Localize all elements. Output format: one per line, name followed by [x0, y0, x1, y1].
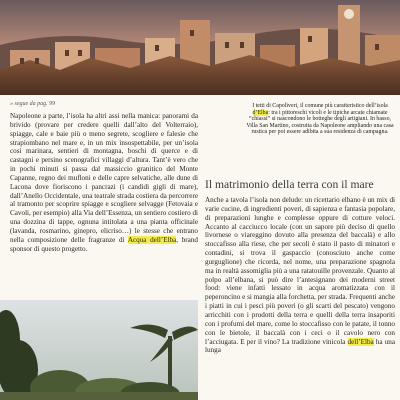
left-column-text	[10, 112, 198, 254]
right-text-end: ha una lunga	[205, 337, 396, 355]
caption-part-b: : tra i pittoreschi vicoli e le tipiche arcate chiamate “chiassi” si nascondono le botteghe degli artigiani. In basso, Villa San Martino, costruita da Napoleone ampliando una casa rustica per poi essere adibita a sua residenza di campagna.	[246, 109, 394, 136]
right-paragraph	[205, 196, 395, 355]
top-photo	[0, 0, 400, 95]
left-paragraph	[10, 112, 198, 254]
caption-part-a: I tetti di Capoliveri, il comune più caratteristico dell’isola	[252, 103, 388, 109]
right-text-body: Anche a tavola l’isola non delude: un ricettario elbano è un mix di varie cucine, di ingredienti poveri, di sapienza e fantasia popolare, di preparazioni lunghe e complesse oppure di cotture veloci. Accanto al cacciucco locale (con un sapore più deciso di quello livornese o viareggino dovuto alla presenza del baccalà) e allo stoccafisso alla riese, che per secoli è stato il pasto di minatori e contadini, si trova il gaspaccio (conosciuto anche come gurguglione) che ricorda, nel nome, una preparazione spagnola ma in realtà assomiglia più a una ratatouille provenzale. Quanto al polpo all’elbana, si può dire l’antesignano dei moderni street food: viene infatti lessato in acqua aromatizzata con il peperoncino e si mangia alla forchetta, per strada. Frequenti anche i piatti in cui i pesci più poveri (o gli scarti del pescato) vengono arricchiti con i prodotti della terra e quelli della terra insaporiti con i profumi del mare, come lo stoccafisso con le patate, il tonno con le bietole, il baccalà con i ceci o il cavolo nero con l’acciugata. E per il vino? La tradizione vinicola	[205, 196, 395, 346]
hilltop-town-photo	[0, 0, 400, 95]
left-text-end: , brand sponsor di questo progetto.	[10, 235, 198, 253]
continued-from-note: » segue da pag. 99	[10, 101, 56, 107]
left-text-body: Napoleone a parte, l’isola ha altri assi nella manica: panorami da brivido (provare per credere quelli dall’alto del Volterraio), spiagge, cale e baie più o meno segrete, scogliere e falesie che strapiombano nel mare e, in un mix insospettabile, per un’isola così marinara, sentieri di montagna, boschi di querce e di castagni e persino scenografici villaggi d’altura. Tant’è vero che in pochi minuti si passa dal massiccio granitico del Monte Capanne, regno dei mufloni e delle capre selvatiche, alle dune di Lacona dove fioriscono i pancrazi (i candidi gigli di mare), dall’Anello Occidentale, una teatrale strada costiera da percorrere al tramonto per scoprire spiagge e scogliere selvagge (Fetovaia e Cavoli, per esempio) alla Via dell’Essenza, un sentiero costiero di una dozzina di tappe, ognuna intitolata a una pianta officinale (lavanda, rosmarino, ginepro, elicriso…) le stesse che entrano nella composizione delle fragranze di	[10, 112, 199, 244]
garden-trees-photo	[0, 300, 198, 400]
caption-highlight: d’Elba	[252, 109, 269, 116]
bottom-photo	[0, 300, 198, 400]
right-highlight: dell’Elba	[347, 337, 374, 346]
photo-caption	[244, 103, 396, 136]
highlighted-brand: Acqua dell’Elba	[127, 235, 177, 244]
article-heading: Il matrimonio della terra con il mare	[205, 178, 374, 191]
right-column-text	[205, 196, 395, 355]
